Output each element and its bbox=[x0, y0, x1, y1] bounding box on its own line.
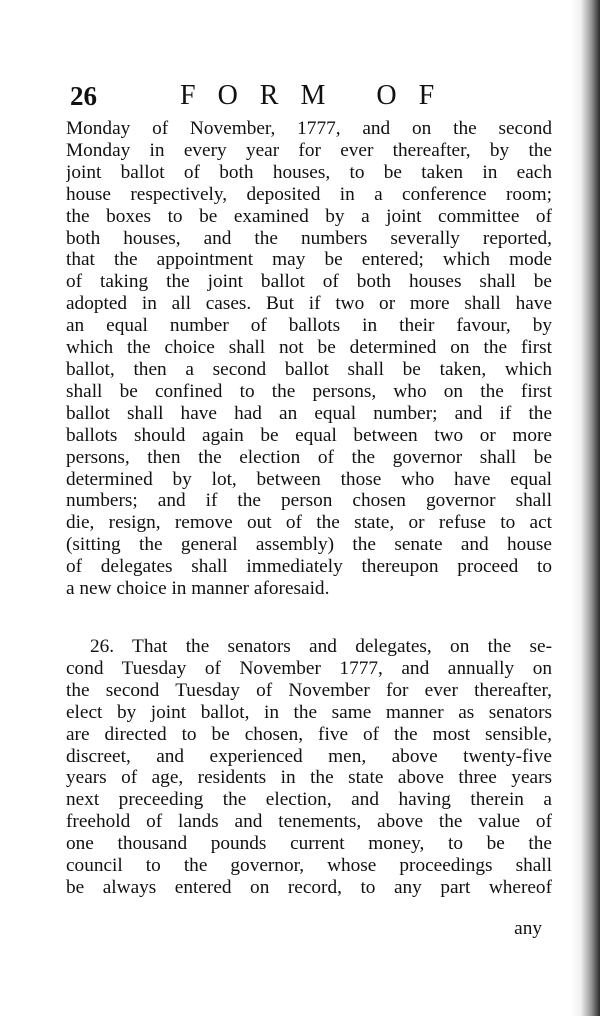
text-line: which the choice shall not be determined on the first bbox=[66, 337, 552, 359]
text-line: ballots should again be equal between two or more bbox=[66, 424, 552, 446]
text-line: cond Tuesday of November 1777, and annually on bbox=[66, 657, 552, 679]
text-line: Monday in every year for ever thereafter, by the bbox=[66, 139, 552, 161]
text-line: shall be confined to the persons, who on the first bbox=[66, 380, 552, 402]
paragraph-continuation bbox=[66, 118, 552, 600]
text-line: years of age, residents in the state above three years bbox=[66, 767, 552, 789]
text-line: council to the governor, whose proceedings shall bbox=[66, 855, 552, 877]
text-line: a new choice in manner aforesaid. bbox=[66, 578, 330, 600]
text-line: both houses, and the numbers severally reported, bbox=[66, 227, 552, 249]
text-line: one thousand pounds current money, to be the bbox=[66, 833, 552, 855]
running-head: FORM OF bbox=[180, 80, 457, 111]
page-number: 26 bbox=[70, 81, 97, 111]
text-line: persons, then the election of the governor shall be bbox=[66, 446, 552, 468]
text-line: be always entered on record, to any part whereof bbox=[66, 876, 552, 898]
text-line: numbers; and if the person chosen governor shall bbox=[66, 490, 552, 512]
text-line: freehold of lands and tenements, above the value of bbox=[66, 811, 552, 833]
paragraph-article-26 bbox=[66, 636, 552, 899]
text-line: an equal number of ballots in their favour, by bbox=[66, 315, 552, 337]
text-line: joint ballot of both houses, to be taken in each bbox=[66, 161, 552, 183]
text-line: of taking the joint ballot of both houses shall be bbox=[66, 271, 552, 293]
text-line: die, resign, remove out of the state, or refuse to act bbox=[66, 512, 552, 534]
catchword: any bbox=[514, 918, 542, 939]
text-line: ballot shall have had an equal number; and if the bbox=[66, 402, 552, 424]
text-line: adopted in all cases. But if two or more shall have bbox=[66, 293, 552, 315]
text-line: the second Tuesday of November for ever thereafter, bbox=[66, 679, 552, 701]
text-line: that the appointment may be entered; which mode bbox=[66, 249, 552, 271]
page-header bbox=[70, 80, 550, 112]
text-line: elect by joint ballot, in the same manner as senators bbox=[66, 701, 552, 723]
text-line: (sitting the general assembly) the senate and house bbox=[66, 534, 552, 556]
text-line: determined by lot, between those who have equal bbox=[66, 468, 552, 490]
text-line: house respectively, deposited in a conference room; bbox=[66, 183, 552, 205]
text-line: the boxes to be examined by a joint committee of bbox=[66, 205, 552, 227]
text-line: discreet, and experienced men, above twenty-five bbox=[66, 745, 552, 767]
text-line: are directed to be chosen, five of the most sensible, bbox=[66, 723, 552, 745]
text-line: ballot, then a second ballot shall be taken, which bbox=[66, 358, 552, 380]
text-line: Monday of November, 1777, and on the second bbox=[66, 118, 552, 139]
text-line: next preceeding the election, and having therein a bbox=[66, 789, 552, 811]
page-gutter-shadow bbox=[570, 0, 600, 1016]
text-line: 26. That the senators and delegates, on the se- bbox=[90, 636, 552, 657]
text-line: of delegates shall immediately thereupon proceed to bbox=[66, 556, 552, 578]
